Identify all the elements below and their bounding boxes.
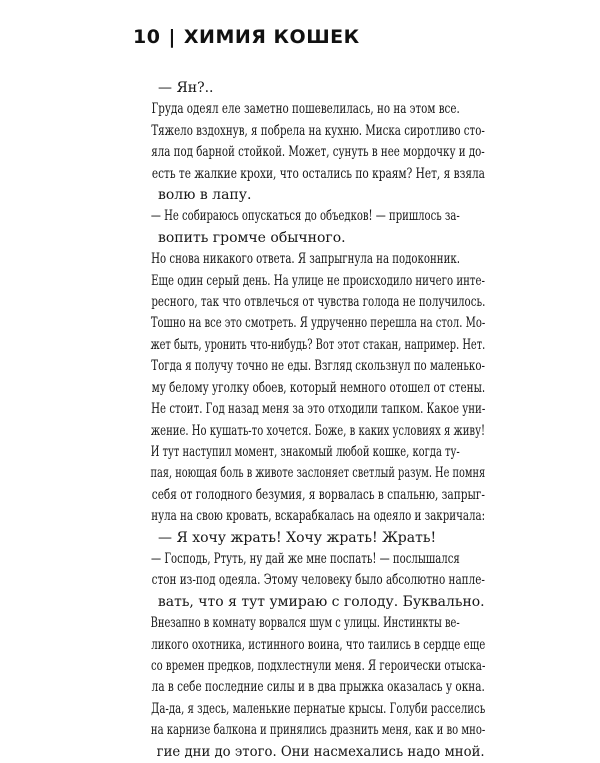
text-line: нула на свою кровать, вскарабкалась на одеяло и закричала:	[151, 508, 486, 525]
text-line: Тошно на все это смотреть. Я удрученно перешла на стол. Мо-	[150, 315, 486, 332]
text-line: — Ян?..	[158, 80, 214, 96]
text-line: Тяжело вздохнув, я побрела на кухню. Миска сиротливо сто-	[151, 122, 485, 139]
text-line: стон из-под одеяла. Этому человеку было абсолютно напле-	[151, 572, 485, 589]
text-line: пая, ноющая боль в животе заслоняет светлый разум. Не помня	[150, 465, 486, 482]
text-line: на карнизе балкона и принялись дразнить меня, как и во мно-	[150, 722, 486, 739]
paragraph	[133, 549, 485, 613]
header-separator: |	[168, 26, 176, 48]
text-line: И тут наступил момент, знакомый любой кошке, когда ту-	[150, 443, 460, 460]
text-line: яла под барной стойкой. Может, сунуть в нее мордочку и до-	[151, 144, 485, 161]
text-line: му белому уголку обоев, который немного отошел от стены.	[151, 379, 486, 396]
text-line: — Господь, Ртуть, ну дай же мне поспать! — послышался	[151, 550, 460, 567]
paragraph	[133, 99, 485, 206]
text-line: — Не собираюсь опускаться до объедков! — пришлось за-	[150, 208, 460, 225]
paragraph	[133, 249, 485, 442]
text-line: Тогда я получу точно не еды. Взгляд скользнул по маленько-	[151, 358, 485, 375]
text-line: ресного, так что отвлечься от чувства голода не получилось.	[151, 294, 486, 311]
text-line: есть те жалкие крохи, что остались по краям? Нет, я взяла	[151, 165, 485, 182]
paragraph	[133, 613, 485, 763]
text-line: ла в себе последние силы и в два прыжка оказалась у окна.	[151, 679, 485, 696]
paragraph	[133, 528, 485, 549]
body-text	[133, 78, 485, 763]
text-line: гие дни до этого. Они насмехались надо мной.	[156, 743, 485, 760]
text-line: себя от голодного безумия, я ворвалась в спальню, запрыг-	[151, 486, 485, 503]
book-title: ХИМИЯ КОШЕК	[183, 26, 360, 48]
text-line: Но снова никакого ответа. Я запрыгнула на подоконник.	[151, 251, 460, 268]
text-line: жет быть, уронить что-нибудь? Вот этот стакан, например. Нет.	[150, 336, 486, 353]
text-line: Не стоит. Год назад меня за это отходили тапком. Какое уни-	[151, 401, 486, 418]
text-line: вать, что я тут умираю с голоду. Буквально.	[157, 593, 485, 610]
text-line: жение. Но кушать-то хочется. Боже, в каких условиях я живу!	[150, 422, 486, 439]
text-line: Внезапно в комнату ворвался шум с улицы. Инстинкты ве-	[150, 615, 460, 632]
page-number: 10	[133, 26, 161, 48]
paragraph	[133, 442, 485, 528]
text-line: Груда одеял еле заметно пошевелилась, но на этом все.	[151, 101, 460, 118]
text-line: волю в лапу.	[158, 187, 252, 204]
running-header	[133, 26, 360, 48]
paragraph	[133, 206, 485, 249]
text-line: — Я хочу жрать! Хочу жрать! Жрать!	[158, 529, 437, 546]
text-line: Еще один серый день. На улице не происходило ничего инте-	[151, 272, 485, 289]
text-line: со времен предков, подхлестнули меня. Я героически отыска-	[150, 657, 486, 674]
paragraph	[133, 78, 485, 99]
text-line: вопить громче обычного.	[158, 229, 346, 246]
text-line: Да-да, я здесь, маленькие пернатые крысы. Голуби расселись	[151, 700, 486, 717]
text-line: ликого охотника, истинного воина, что таились в сердце еще	[151, 636, 486, 653]
